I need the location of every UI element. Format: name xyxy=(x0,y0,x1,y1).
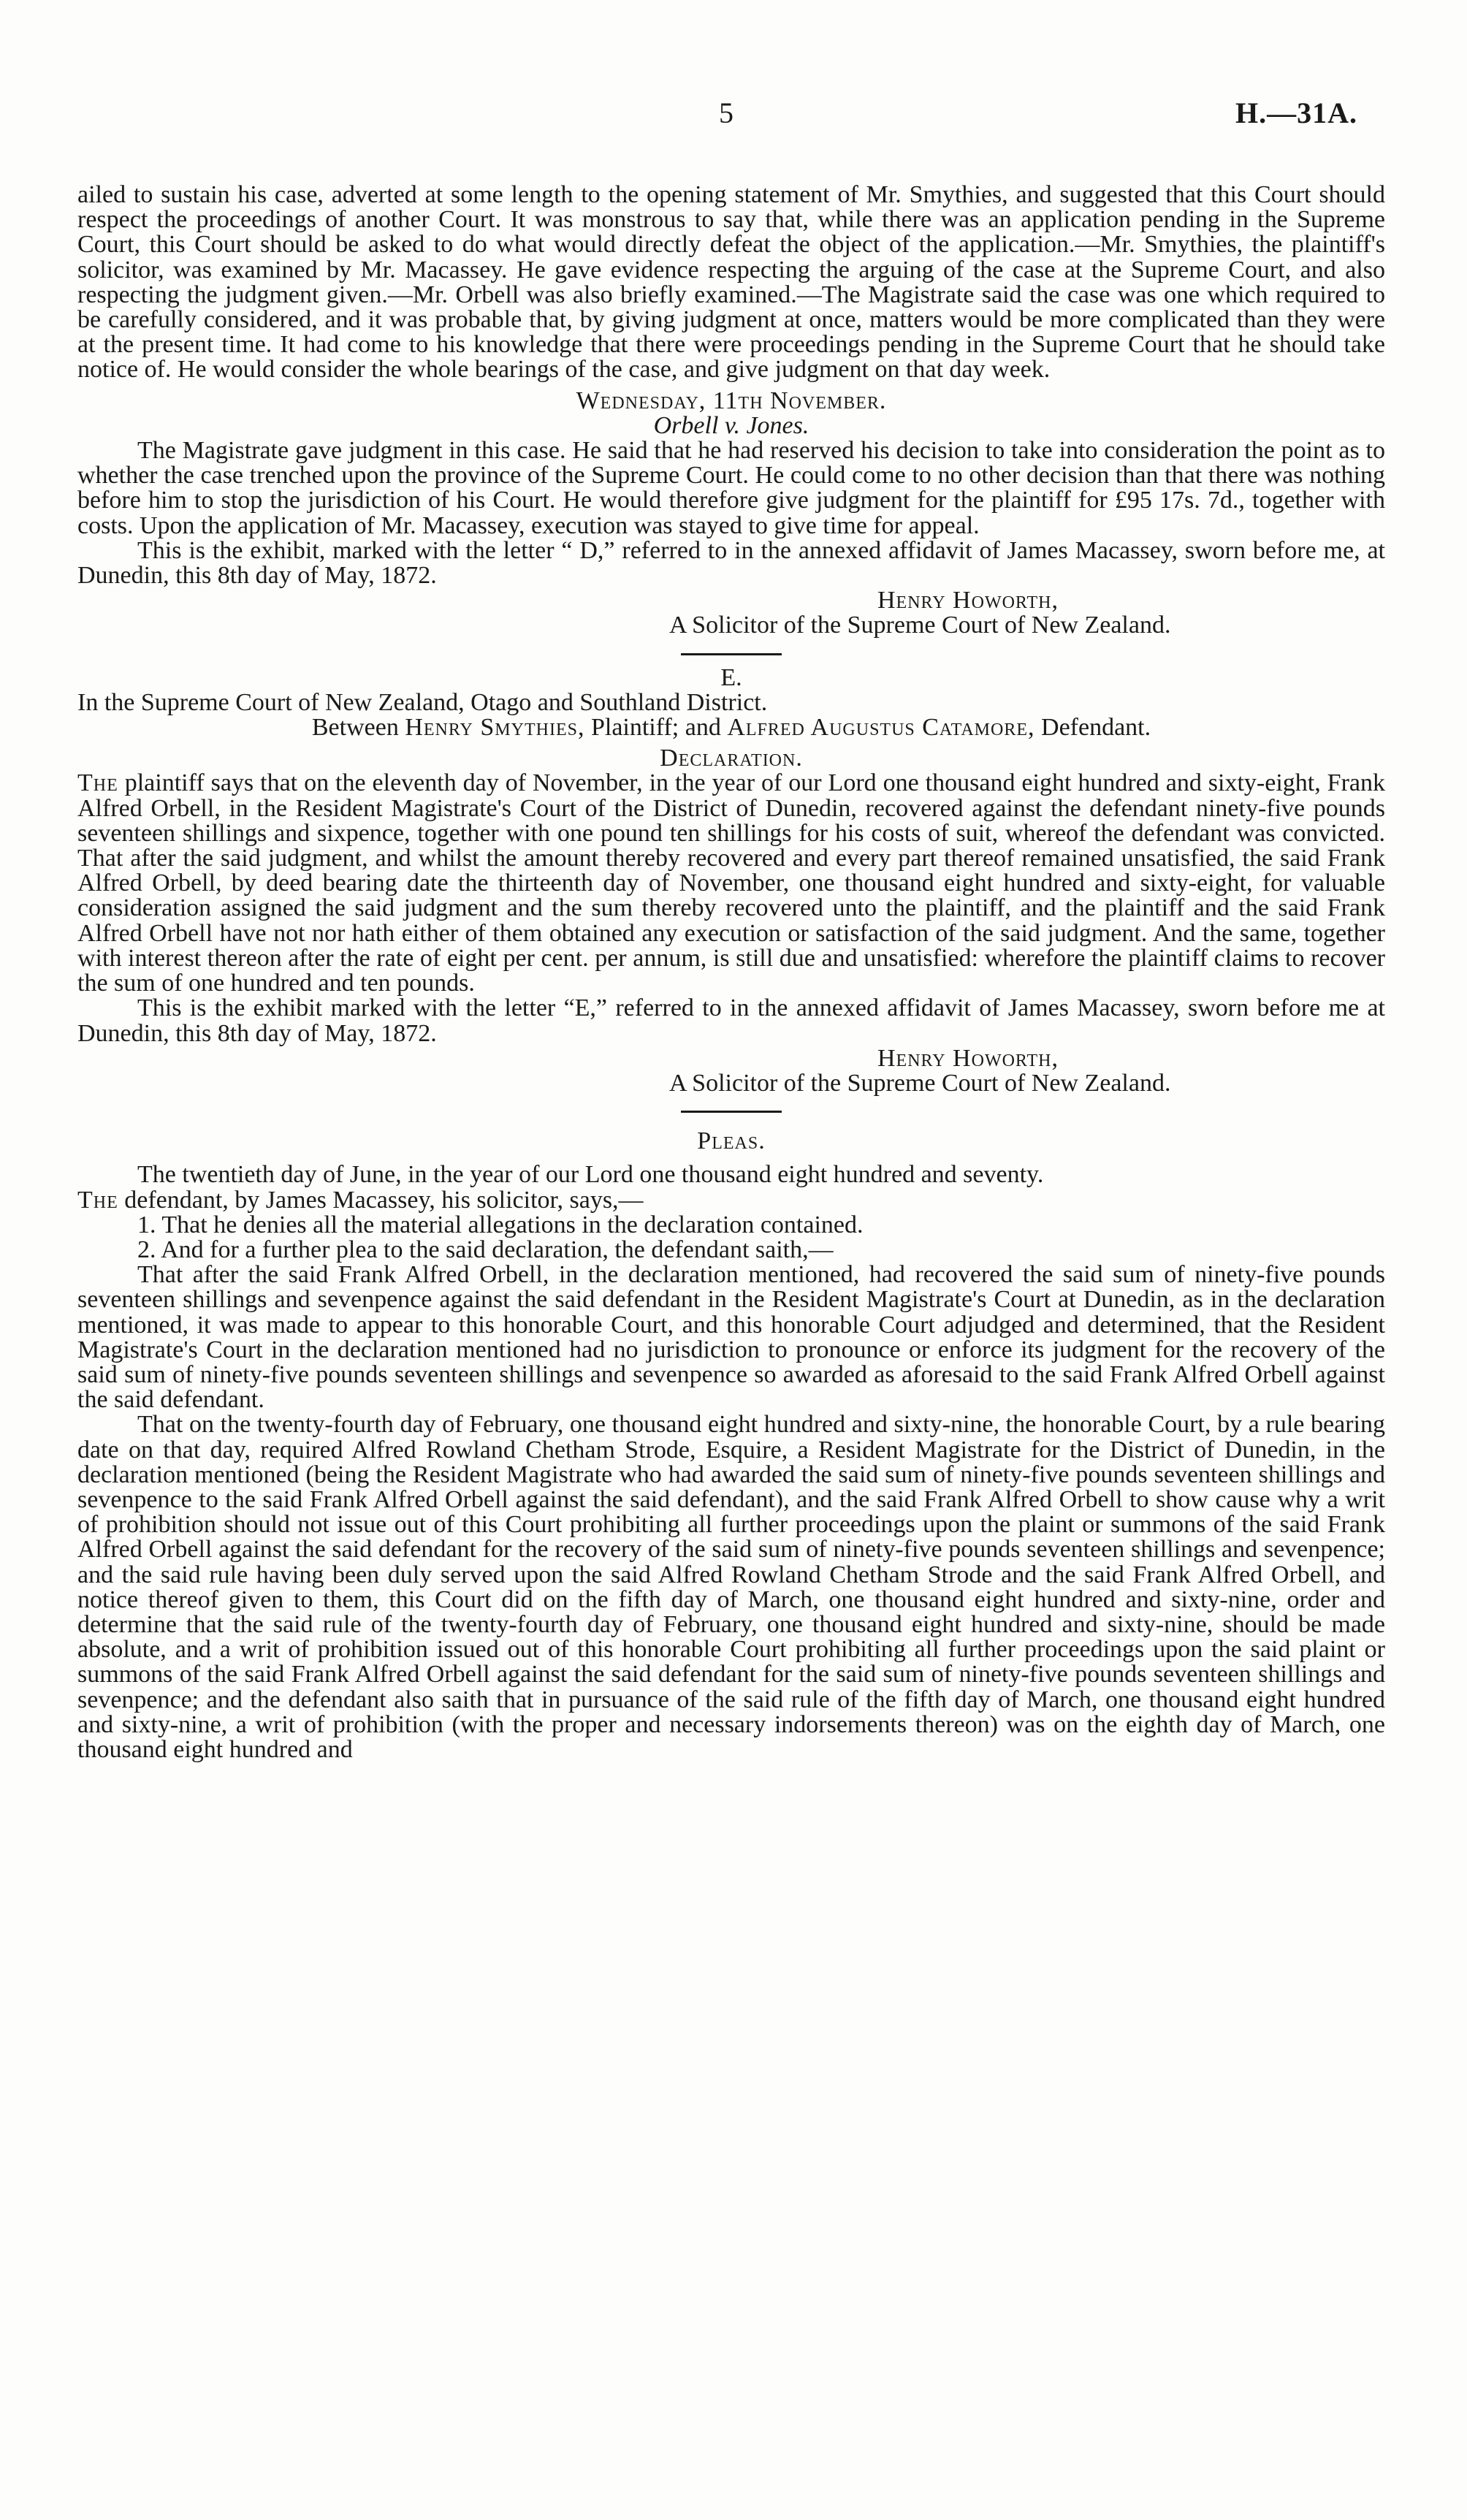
pleas-heading: Pleas. xyxy=(697,1127,766,1155)
exhibit-d-statement: This is the exhibit, marked with the letter “ D,” referred to in the annexed affidavit of James Macassey, sworn before me, at Dunedin, this 8th day of May, 1872. xyxy=(77,536,1385,590)
declaration-lead-word: The xyxy=(77,769,118,797)
declaration-text: plaintiff says that on the eleventh day of November, in the year of our Lord one thousand eight hundred and sixty-eight, Frank Alfred Orbell, in the Resident Magistrate's Court of the District of Dunedin, recovered against the defendant ninety-five pounds seventeen shillings and sixpence, together with one pound ten shillings for his costs of suit, whereof the defendant was convicted. That after the said judgment, and whilst the amount thereby recovered and every part thereof remained unsatisfied, the said Frank Alfred Orbell, by deed bearing date the thirteenth day of November, one thousand eight hundred and sixty-eight, for valuable consideration assigned the said judgment and the sum thereby recovered unto the plaintiff, and the plaintiff and the said Frank Alfred Orbell have not nor hath either of them obtained any execution or satisfaction of the said judgment. And the same, together with interest thereon after the rate of eight per cent. per annum, is still due and unsatisfied: wherefore the plaintiff claims to recover the sum of one hundred and ten pounds. xyxy=(77,769,1385,997)
case-title: Orbell v. Jones. xyxy=(653,411,809,439)
pleas-intro-text: defendant, by James Macassey, his solicitor, says,— xyxy=(124,1186,644,1214)
declaration-heading: Declaration. xyxy=(660,745,803,772)
document-body xyxy=(77,183,1385,1762)
plea-item: 2. And for a further plea to the said declaration, the defendant saith,— xyxy=(137,1236,834,1263)
exhibit-d-signer: Henry Howorth, xyxy=(877,587,1059,614)
wednesday-heading: Wednesday, 11th November. xyxy=(576,387,887,414)
section-divider xyxy=(681,1111,782,1113)
paper-reference: H.—31A. xyxy=(1235,96,1357,129)
defendant-role: Defendant. xyxy=(1041,714,1151,742)
plea-item: 1. That he denies all the material allegations in the declaration contained. xyxy=(137,1211,864,1238)
declaration-paragraph xyxy=(77,771,1385,996)
exhibit-e-label: E. xyxy=(720,663,742,691)
between-word: Between xyxy=(311,714,399,742)
defendant-name: Alfred Augustus Catamore, xyxy=(727,714,1035,742)
exhibit-e-statement: This is the exhibit marked with the letter “E,” referred to in the annexed affidavit of James Macassey, sworn before me at Dunedin, this 8th day of May, 1872. xyxy=(77,994,1385,1047)
exhibit-d-signer-title: A Solicitor of the Supreme Court of New Zealand. xyxy=(669,612,1171,639)
exhibit-e-signer-title: A Solicitor of the Supreme Court of New Zealand. xyxy=(669,1069,1171,1097)
plea-paragraph: That after the said Frank Alfred Orbell, in the declaration mentioned, had recovered the said sum of ninety-five pounds seventeen shillings and sevenpence against the said defendant in the Resident Magistrate's Court at Dunedin, as in the declaration mentioned, it was made to appear to this honorable Court, and this honorable Court adjudged and determined, that the Resident Magistrate's Court in the declaration mentioned had no jurisdiction to pronounce or enforce its judgment for the recovery of the said sum of ninety-five pounds seventeen shillings and sevenpence so awarded as aforesaid to the said Frank Alfred Orbell against the said defendant. xyxy=(77,1261,1385,1414)
court-line: In the Supreme Court of New Zealand, Otago and Southland District. xyxy=(77,688,768,716)
page-number: 5 xyxy=(719,96,734,129)
pleas-date-line: The twentieth day of June, in the year of our Lord one thousand eight hundred and seventy. xyxy=(137,1161,1044,1189)
pleas-lead-word: The xyxy=(77,1186,118,1214)
pleas-intro xyxy=(77,1188,1385,1213)
plea-paragraph: That on the twenty-fourth day of February, one thousand eight hundred and sixty-nine, the honorable Court, by a rule bearing date on that day, required Alfred Rowland Chetham Strode, Esquire, a Resident Magistrate for the District of Dunedin, in the declaration mentioned (being the Resident Magistrate who had awarded the said sum of ninety-five pounds seventeen shillings and sevenpence to the said Frank Alfred Orbell against the said defendant), and the said Frank Alfred Orbell to show cause why a writ of prohibition should not issue out of this Court prohibiting all further proceedings upon the plaint or summons of the said Frank Alfred Orbell against the said defendant for the recovery of the said sum of ninety-five pounds seventeen shillings and sevenpence; and the said rule having been duly served upon the said Alfred Rowland Chetham Strode and the said Frank Alfred Orbell, and notice thereof given to them, this Court did on the fifth day of March, one thousand eight hundred and sixty-nine, order and determine that the said rule of the twenty-fourth day of February, one thousand eight hundred and sixty-nine, should be made absolute, and a writ of prohibition issued out of this honorable Court prohibiting all further proceedings upon the said plaint or summons of the said Frank Alfred Orbell against the said defendant for the said sum of ninety-five pounds seventeen shillings and sevenpence; and the defendant also saith that in pursuance of the said rule of the fifth day of March, one thousand eight hundred and sixty-nine, a writ of prohibition (with the proper and necessary indorsements thereon) was on the eighth day of March, one thousand eight hundred and xyxy=(77,1411,1385,1763)
exhibit-e-signer: Henry Howorth, xyxy=(877,1044,1059,1072)
section-divider xyxy=(681,653,782,655)
plaintiff-name: Henry Smythies, xyxy=(405,714,585,742)
plaintiff-role: Plaintiff; and xyxy=(590,714,721,742)
parties-line xyxy=(77,715,1385,740)
continuation-paragraph: ailed to sustain his case, adverted at some length to the opening statement of Mr. Smythies, and suggested that this Court should respect the proceedings of another Court. It was monstrous to say that, while there was an application pending in the Supreme Court, this Court should be asked to do what would directly defeat the object of the application.—Mr. Smythies, the plaintiff's solicitor, was examined by Mr. Macassey. He gave evidence respecting the arguing of the case at the Supreme Court, and also respecting the judgment given.—Mr. Orbell was also briefly examined.—The Magistrate said the case was one which required to be carefully considered, and it was probable that, by giving judgment at once, matters would be more complicated than they were at the present time. It had come to his knowledge that there were proceedings pending in the Supreme Court that he should take notice of. He would consider the whole bearings of the case, and give judgment on that day week. xyxy=(77,181,1385,384)
judgment-paragraph: The Magistrate gave judgment in this case. He said that he had reserved his decision to take into consideration the point as to whether the case trenched upon the province of the Supreme Court. He could come to no other decision than that there was nothing before him to stop the jurisdiction of his Court. He would therefore give judgment for the plaintiff for £95 17s. 7d., together with costs. Upon the application of Mr. Macassey, execution was stayed to give time for appeal. xyxy=(77,437,1385,539)
